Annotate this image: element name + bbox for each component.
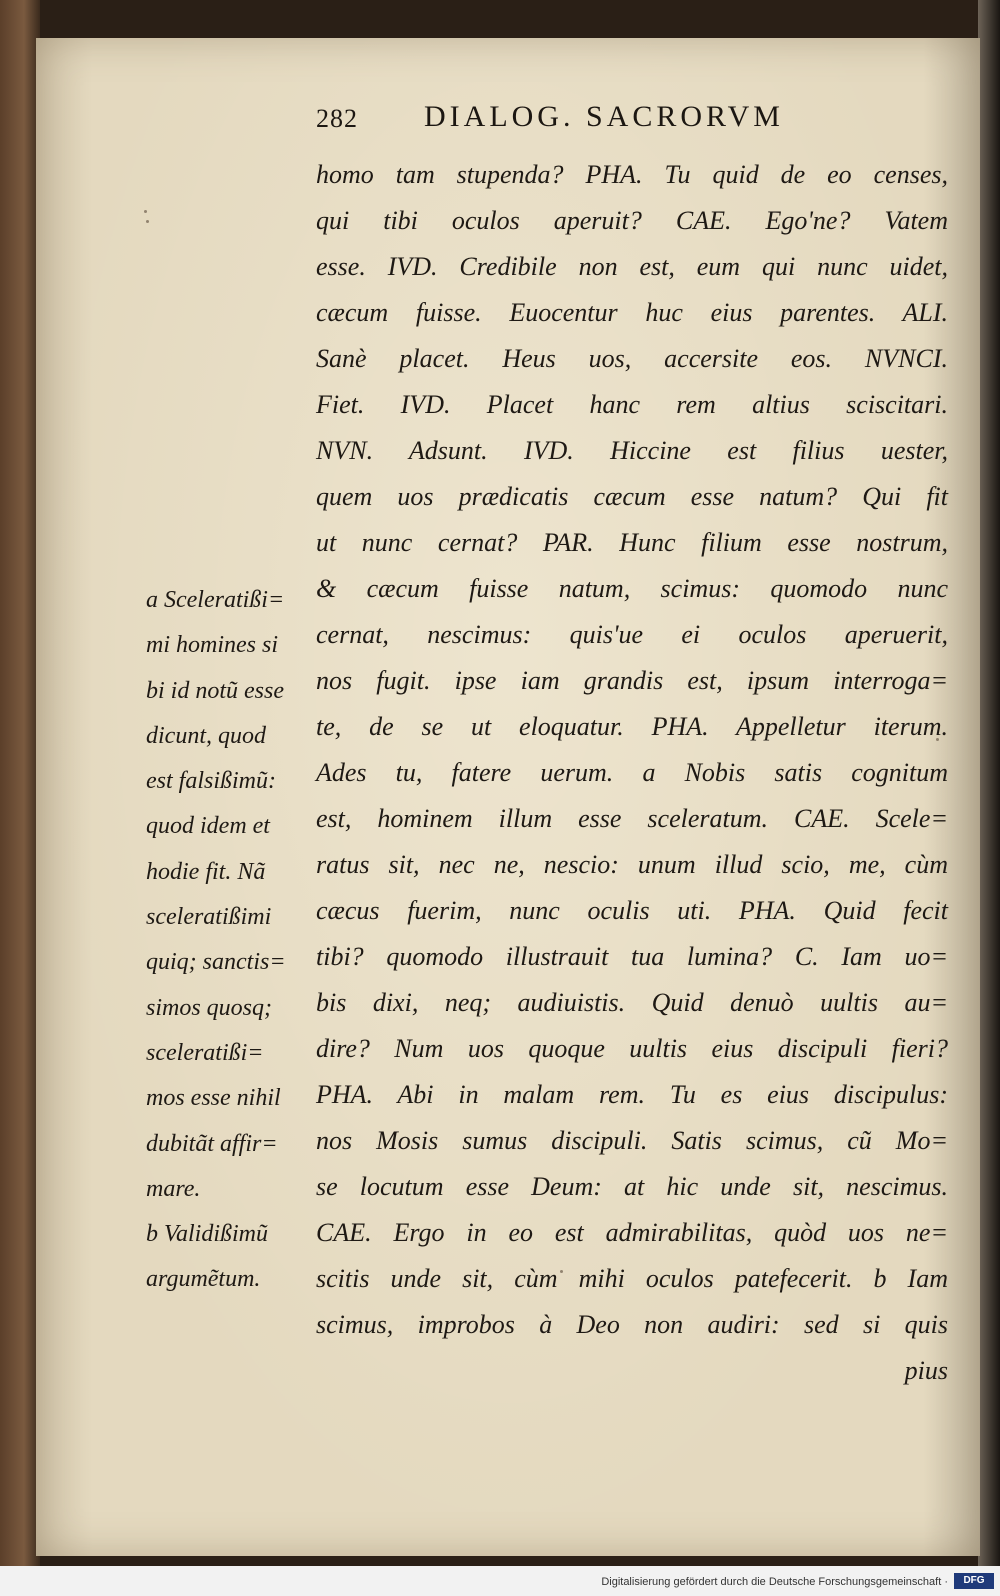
margin-note-line: sceleratißimi xyxy=(146,904,272,931)
running-title: DIALOG. SACRORVM xyxy=(424,100,784,133)
text-line: cæcus fuerim, nunc oculis uti. PHA. Quid fecit xyxy=(316,896,948,925)
text-line: scimus, improbos à Deo non audiri: sed si quis xyxy=(316,1310,948,1339)
text-line: est, hominem illum esse sceleratum. CAE. Scele= xyxy=(316,804,948,833)
margin-note-line: quiq; sanctis= xyxy=(146,949,286,976)
margin-note-line: dubitãt affir= xyxy=(146,1130,278,1157)
text-line: Sanè placet. Heus uos, accersite eos. NVNCI. xyxy=(316,344,948,373)
text-line: PHA. Abi in malam rem. Tu es eius discipulus: xyxy=(316,1080,948,1109)
margin-note-line: mi homines si xyxy=(146,632,278,659)
text-line: scitis unde sit, cùm mihi oculos patefecerit. b Iam xyxy=(316,1264,948,1293)
margin-note-line: b Validißimũ xyxy=(146,1221,269,1248)
text-line: cæcum fuisse. Euocentur huc eius parentes. ALI. xyxy=(316,298,948,327)
page-number: 282 xyxy=(316,104,358,133)
text-line: homo tam stupenda? PHA. Tu quid de eo censes, xyxy=(316,160,948,189)
text-line: nos fugit. ipse iam grandis est, ipsum interroga= xyxy=(316,666,948,695)
book-binding-edge xyxy=(0,0,40,1566)
funding-credit: Digitalisierung gefördert durch die Deutsche Forschungsgemeinschaft · xyxy=(601,1576,948,1588)
text-line: Fiet. IVD. Placet hanc rem altius sciscitari. xyxy=(316,390,948,419)
text-line: & cæcum fuisse natum, scimus: quomodo nunc xyxy=(316,574,948,603)
text-line: cernat, nescimus: quis'ue ei oculos aperuerit, xyxy=(316,620,948,649)
text-line: dire? Num uos quoque uultis eius discipuli fieri? xyxy=(316,1034,948,1063)
running-head xyxy=(316,100,876,144)
text-line: quem uos prædicatis cæcum esse natum? Qui fit xyxy=(316,482,948,511)
margin-note-line: sceleratißi= xyxy=(146,1039,264,1066)
dfg-logo: DFG xyxy=(954,1573,994,1589)
margin-note-line: quod idem et xyxy=(146,813,270,840)
margin-note-line: simos quosq; xyxy=(146,994,273,1021)
margin-note-line: dicunt, quod xyxy=(146,722,266,749)
text-line: tibi? quomodo illustrauit tua lumina? C. Iam uo= xyxy=(316,942,948,971)
text-line: nos Mosis sumus discipuli. Satis scimus, cũ Mo= xyxy=(316,1126,948,1155)
text-line: Ades tu, fatere uerum. a Nobis satis cognitum xyxy=(316,758,948,787)
text-line: ratus sit, nec ne, nescio: unum illud scio, me, cùm xyxy=(316,850,948,879)
text-line: qui tibi oculos aperuit? CAE. Ego'ne? Vatem xyxy=(316,206,948,235)
text-line: NVN. Adsunt. IVD. Hiccine est filius uester, xyxy=(316,436,948,465)
margin-note-line: est falsißimũ: xyxy=(146,768,276,795)
text-line: bis dixi, neq; audiuistis. Quid denuò uultis au= xyxy=(316,988,948,1017)
margin-note-line: mos esse nihil xyxy=(146,1085,281,1112)
margin-note-line: hodie fit. Nã xyxy=(146,858,266,885)
main-text-block xyxy=(316,152,948,1394)
margin-note-line: argumẽtum. xyxy=(146,1266,261,1293)
text-line: se locutum esse Deum: at hic unde sit, nescimus. xyxy=(316,1172,948,1201)
margin-note-line: bi id notũ esse xyxy=(146,677,284,704)
text-line: esse. IVD. Credibile non est, eum qui nunc uidet, xyxy=(316,252,948,281)
marginal-notes xyxy=(146,578,318,1303)
text-line: te, de se ut eloquatur. PHA. Appelletur iterum. xyxy=(316,712,948,741)
text-line: CAE. Ergo in eo est admirabilitas, quòd uos ne= xyxy=(316,1218,948,1247)
margin-note-line: a Sceleratißi= xyxy=(146,587,285,613)
book-fore-edge xyxy=(978,0,1000,1566)
text-line: ut nunc cernat? PAR. Hunc filium esse nostrum, xyxy=(316,528,948,557)
margin-note-line: mare. xyxy=(146,1175,201,1202)
catchword: pius xyxy=(904,1356,948,1385)
